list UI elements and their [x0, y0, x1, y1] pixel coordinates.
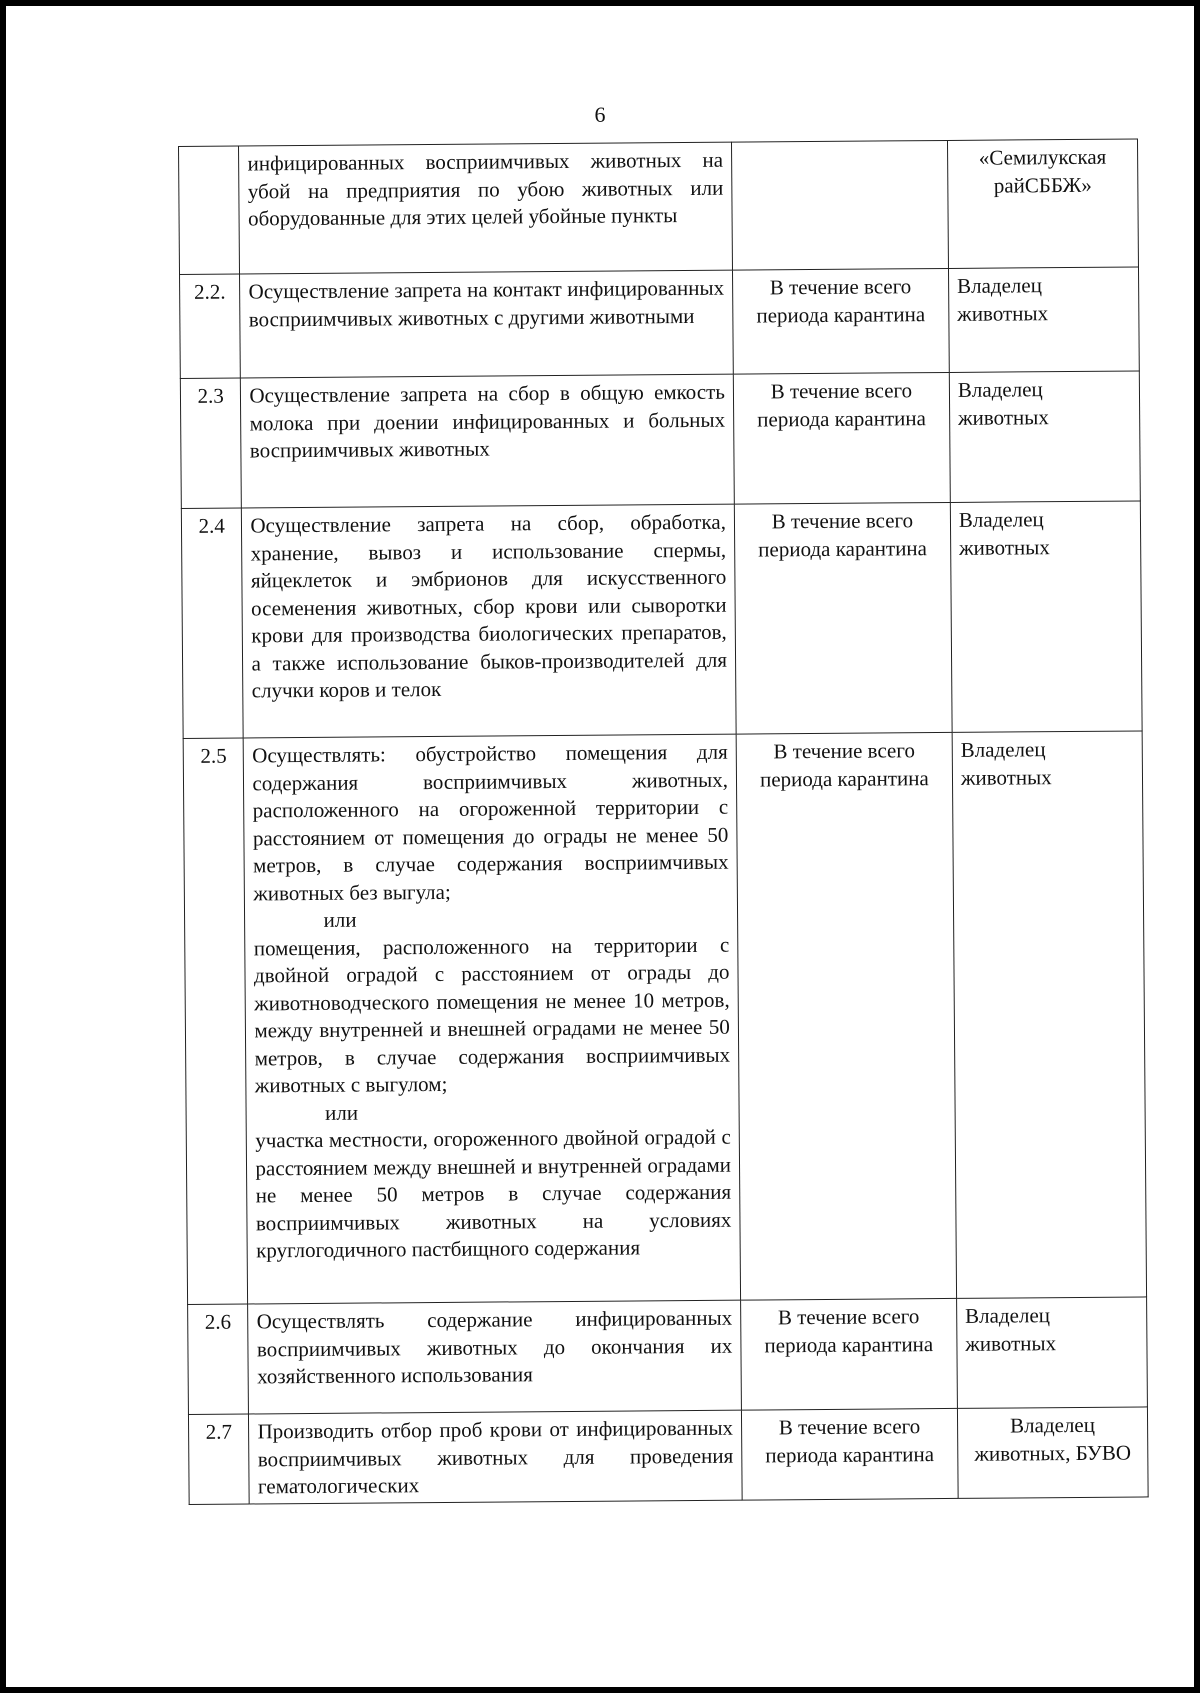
row-number: 2.2.: [180, 274, 241, 378]
table-row: [188, 1407, 1148, 1504]
term-cell: [731, 140, 948, 270]
term-cell: В течение всего периода карантина: [736, 732, 956, 1300]
measure-paragraph: помещения, расположенного на территории с двойной оградой с расстоянием от ограды до животноводческого помещения не менее 10 метров, между внутренней и внешней оградами не менее 50 метров, в случае содержания восприимчивых животных с выгулом;: [253, 932, 731, 1098]
row-number: 2.7: [188, 1414, 249, 1504]
row-number: 2.4: [181, 508, 243, 738]
table-row: [179, 139, 1139, 275]
responsible-cell: «Семилукская райСББЖ»: [947, 139, 1138, 268]
measure-text: Осуществление запрета на сбор, обработка, хранение, вывоз и использование спермы, яйцеклеток и эмбрионов для искусственного осеменения животных, сбор крови или сыворотки крови для производства биологических препаратов, а также использование быков-производителей для случки коров и телок: [242, 504, 736, 738]
measure-text: Осуществление запрета на контакт инфицированных восприимчивых животных с другими животными: [240, 270, 733, 378]
responsible-cell: Владелец животных: [948, 267, 1139, 372]
row-number: 2.6: [188, 1304, 249, 1414]
responsible-cell: Владелец животных: [952, 731, 1147, 1298]
responsible-cell: Владелец животных: [949, 371, 1140, 502]
table-row: [188, 1297, 1148, 1415]
or-separator: или: [323, 907, 357, 932]
measure-text: Осуществление запрета на сбор в общую емкость молока при доении инфицированных и больных восприимчивых животных: [241, 374, 734, 508]
table-row: [183, 731, 1146, 1305]
term-cell: В течение всего периода карантина: [732, 268, 949, 374]
table-row: [180, 267, 1140, 379]
measure-paragraph: Осуществлять: обустройство помещения для содержания восприимчивых животных, расположенного на огороженной территории с расстоянием от помещения до ограды не менее 50 метров, в случае содержания восприимчивых животных без выгула;: [252, 739, 729, 905]
measure-text: инфицированных восприимчивых животных на убой на предприятия по убою животных или оборудованные для этих целей убойные пункты: [239, 142, 732, 274]
term-cell: В течение всего периода карантина: [734, 502, 952, 734]
responsible-cell: Владелец животных, БУВО: [957, 1407, 1148, 1498]
measure-text: [244, 734, 741, 1304]
responsible-cell: Владелец животных: [956, 1297, 1147, 1408]
measures-table: [178, 138, 1149, 1504]
row-number: 2.3: [180, 378, 241, 508]
or-separator: или: [324, 1100, 359, 1125]
term-cell: В течение всего периода карантина: [733, 372, 950, 504]
responsible-cell: Владелец животных: [950, 501, 1142, 732]
measure-text: Производить отбор проб крови от инфицированных восприимчивых животных для проведения гематологических: [249, 1410, 742, 1503]
row-number: [179, 146, 240, 274]
measure-text: Осуществлять содержание инфицированных восприимчивых животных до окончания их хозяйственного использования: [248, 1300, 741, 1414]
table-row: [180, 371, 1140, 509]
page-number: 6: [594, 102, 606, 127]
table-row: [181, 501, 1142, 739]
term-cell: В течение всего периода карантина: [741, 1298, 958, 1410]
term-cell: В течение всего периода карантина: [741, 1408, 958, 1499]
document-page: [6, 6, 1194, 1687]
row-number: 2.5: [183, 738, 248, 1304]
measure-paragraph: участка местности, огороженного двойной оградой с расстоянием между внешней и внутренней оградами не менее 50 метров в случае содержания восприимчивых животных на условиях круглогодичного пастбищного содержания: [255, 1124, 732, 1263]
